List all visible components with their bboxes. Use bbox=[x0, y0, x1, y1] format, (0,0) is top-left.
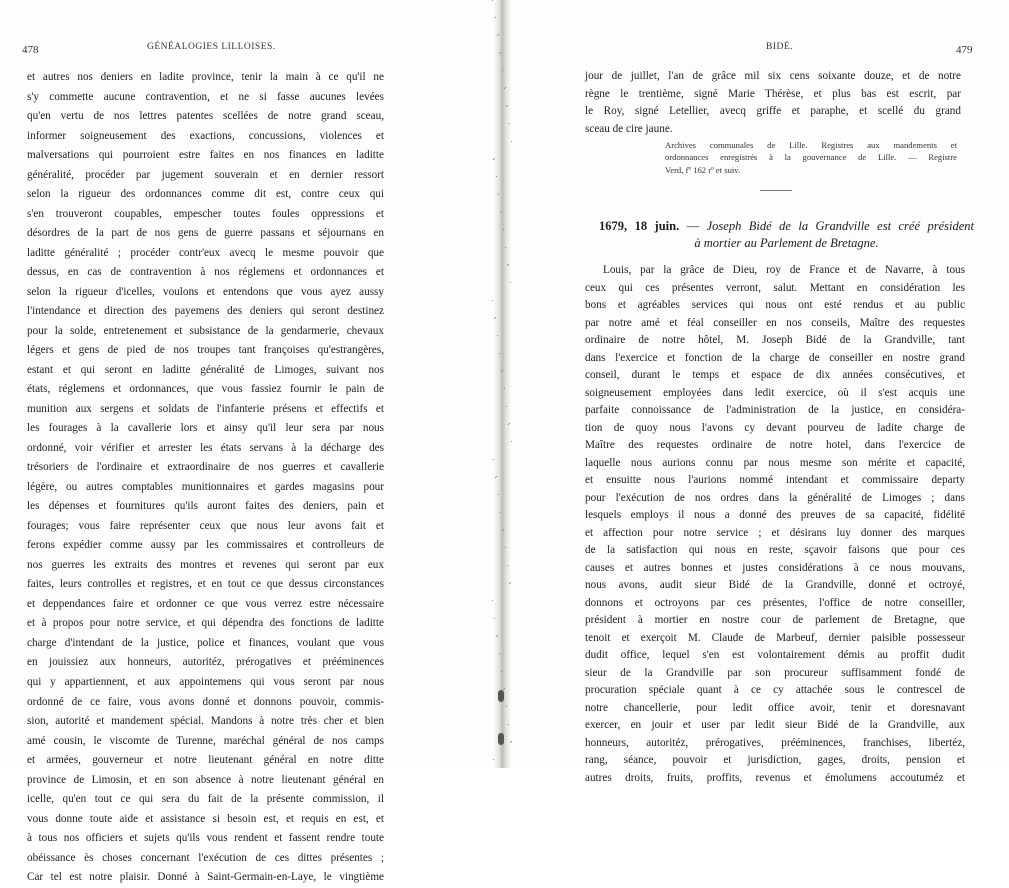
text-line: sion, autorité et mandement spécial. Mandons à notre très cher et bien bbox=[27, 715, 384, 728]
text-line: désordres de la part de nos gens de guerre passans et séjournans en bbox=[27, 227, 384, 240]
left-page bbox=[0, 0, 495, 884]
scan-speck bbox=[498, 34, 499, 35]
text-line: qui y appartiennent, et aux appointemens qui vous seront par nous bbox=[27, 675, 384, 688]
text-line: selon la rigueur des ordonnances comme dit est, contre ceux qui bbox=[27, 188, 384, 201]
scan-speck bbox=[497, 635, 498, 636]
scan-speck bbox=[500, 52, 501, 53]
scan-speck bbox=[498, 194, 499, 195]
text-line: Archives communales de Lille. Registres aux mandements et bbox=[665, 140, 957, 150]
gutter-mark bbox=[498, 733, 504, 745]
scan-speck bbox=[505, 247, 506, 248]
scan-speck bbox=[509, 123, 510, 124]
text-line: et à propos pour notre service, et qui dépendra des fonctions de laditte bbox=[27, 617, 384, 630]
text-line: procuration spéciale quant à ce cy attachée sous le contrescel de bbox=[585, 684, 965, 696]
left-page-number: 478 bbox=[22, 44, 39, 56]
text-line: Maître des requestes ordinaire de notre hotel, dans l'exercice de bbox=[585, 439, 965, 451]
text-line: tenoit et exerçoit M. Claude de Marbeuf, dernier paisible possesseur bbox=[585, 631, 965, 644]
text-line: informer soigneusement des exactions, concussions, violences et bbox=[27, 129, 384, 142]
gutter-mark bbox=[498, 690, 504, 702]
scan-speck bbox=[497, 35, 498, 36]
text-line: à tous nos officiers et sujets qu'ils vous rendent et fassent rendre toute bbox=[27, 832, 384, 845]
text-line: dans l'exercice et fonction de la charge de conseiller en nostre grand bbox=[585, 351, 965, 364]
scan-speck bbox=[499, 53, 500, 54]
scan-speck bbox=[501, 211, 502, 212]
scan-speck bbox=[496, 476, 497, 477]
text-line: Car tel est notre plaisir. Donné à Saint-Germain-en-Laye, le vingtième bbox=[27, 871, 384, 884]
scan-speck bbox=[502, 530, 503, 531]
text-line: président à mortier en nostre cour de parlement de Bretagne, que bbox=[585, 614, 965, 626]
scan-speck bbox=[506, 106, 507, 107]
text-line: légers et gens de pied de nos troupes tant françoises qu'estrangères, bbox=[27, 344, 384, 357]
scan-speck bbox=[494, 618, 495, 619]
scan-speck bbox=[508, 724, 509, 725]
text-line: les dépenses et fournitures qu'ils auront faites des deniers, pain et bbox=[27, 500, 384, 513]
text-line: pour la solde, entretenement et subsistance de la gendarmerie, chevaux bbox=[27, 324, 384, 337]
scan-speck bbox=[508, 424, 509, 425]
text-line: s'y commette aucune contravention, et ne si fasse aucunes levées bbox=[27, 90, 384, 103]
text-line: dudit office, lequel s'en est volontairement démis au proffit dudit bbox=[585, 649, 965, 661]
text-line: fourages; vous faire représenter ceux que nous leur avons fait et bbox=[27, 519, 384, 532]
scan-speck bbox=[501, 671, 502, 672]
text-line: par notre amé et féal conseiller en nos conseils, Maître des requestes bbox=[585, 316, 965, 329]
scan-speck bbox=[494, 158, 495, 159]
text-line: laquelle nous aurions connu par nous mesme son mérite et capacité, bbox=[585, 456, 965, 469]
scan-speck bbox=[494, 318, 495, 319]
text-line: parfaite connoissance de l'administration de la justice, en considéra- bbox=[585, 404, 965, 416]
text-line: Louis, par la grâce de Dieu, roy de France et de Navarre, à tous bbox=[603, 264, 965, 276]
scan-speck bbox=[502, 70, 503, 71]
scan-speck bbox=[509, 423, 510, 424]
text-line: pour l'exécution de nos ordres dans la généralité de Limoges ; dans bbox=[585, 491, 965, 504]
text-line: ferons expédier comme aussy par les commissaires et controlleurs de bbox=[27, 539, 384, 552]
text-line: s'en trouveront coupables, empescher toutes foules oppressions et bbox=[27, 207, 384, 220]
scan-speck bbox=[495, 317, 496, 318]
text-line: ordonné de ce faire, vous avons donné et donnons pouvoir, commis- bbox=[27, 695, 384, 708]
scan-speck bbox=[506, 406, 507, 407]
scan-speck bbox=[499, 353, 500, 354]
text-line: notre chancellerie, pour ledit office avoir, tenir et doresnavant bbox=[585, 701, 965, 714]
scan-speck bbox=[503, 529, 504, 530]
entry-heading-line-1 bbox=[599, 218, 974, 235]
scan-speck bbox=[504, 388, 505, 389]
text-line: donnons et octroyons par ces présentes, l'office de notre conseiller, bbox=[585, 596, 965, 609]
text-line: ordonné, voir vérifier et arrester les états servans à la décharge des bbox=[27, 441, 384, 454]
scan-speck bbox=[493, 759, 494, 760]
text-line: soigneusement employées dans ledit exercice, où il s'est acquis une bbox=[585, 386, 965, 399]
scan-speck bbox=[510, 282, 511, 283]
text-line: et affection pour notre service ; et désirans luy donner des marques bbox=[585, 526, 965, 539]
scan-speck bbox=[493, 159, 494, 160]
text-line: et deppendances faire et ordonner ce que vous verrez estre nécessaire bbox=[27, 597, 384, 610]
scan-speck bbox=[507, 565, 508, 566]
text-line: qu'en vertu de nos lettres patentes scellées de notre grand sceau, bbox=[27, 110, 384, 123]
text-line: estant et qui seront en laditte généralité de Limoges, suivant nos bbox=[27, 363, 384, 376]
text-line: honneurs, autoritéz, prérogatives, prééminences, franchises, libertéz, bbox=[585, 736, 965, 749]
text-line: nous avons, audit sieur Bidé de la Grandville, donné et octroyé, bbox=[585, 579, 965, 591]
scan-speck bbox=[505, 547, 506, 548]
scan-speck bbox=[498, 494, 499, 495]
section-separator bbox=[760, 190, 792, 191]
left-running-head: GÉNÉALOGIES LILLOISES. bbox=[147, 42, 276, 52]
text-line: exercer, en jouir et user par ledit sieur Bidé de la Grandville, aux bbox=[585, 719, 965, 731]
right-running-head: BIDÉ. bbox=[766, 42, 794, 52]
text-line: ordinaire de notre hôtel, M. Joseph Bidé de la Grandville, tant bbox=[585, 334, 965, 346]
scan-speck bbox=[505, 87, 506, 88]
scan-speck bbox=[501, 371, 502, 372]
text-line: icelle, qu'en tout ce qui sera du fait de la présente commission, il bbox=[27, 793, 384, 806]
scan-speck bbox=[511, 141, 512, 142]
text-line: règne le trentième, signé Marie Thérèse, et plus bas est escrit, par bbox=[585, 87, 961, 100]
entry-title-part-1: Joseph Bidé de la Grandville est créé président bbox=[706, 219, 974, 233]
scan-speck bbox=[499, 653, 500, 654]
scan-speck bbox=[504, 688, 505, 689]
right-top-text bbox=[585, 68, 961, 138]
text-line: légère, ou autres comptables munitionnaires et gardes magasins pour bbox=[27, 480, 384, 493]
text-line: trésoriers de l'ordinaire et extraordinaire de nos guerres et cavallerie bbox=[27, 461, 384, 474]
text-line: ordonnances enregistrés à la gouvernance de Lille. — Registre bbox=[665, 152, 957, 163]
text-line: et ensuitte nous l'aurions nommé intendant et commissaire departy bbox=[585, 474, 965, 486]
text-line: et autres nos deniers en ladite province, tenir la main à ce qu'il ne bbox=[27, 71, 384, 83]
scan-speck bbox=[500, 212, 501, 213]
text-line: obéissance ès choses concernant l'exécution de ces dittes présentes ; bbox=[27, 851, 384, 864]
text-line: généralité, procéder par jugement souverain et en dernier ressort bbox=[27, 168, 384, 181]
scan-speck bbox=[508, 264, 509, 265]
scan-speck bbox=[510, 582, 511, 583]
scan-speck bbox=[500, 512, 501, 513]
scan-speck bbox=[493, 459, 494, 460]
scan-speck bbox=[497, 335, 498, 336]
text-line: sieur de la Grandville par son procureur suffisamment fondé de bbox=[585, 666, 965, 679]
text-line: amé cousin, le viscomte de Turenne, maréchal général de nos camps bbox=[27, 734, 384, 747]
text-line: de la satisfaction qui nous en reste, sçavoir faisons que pour ces bbox=[585, 544, 965, 556]
scan-speck bbox=[510, 742, 511, 743]
right-page bbox=[510, 0, 1009, 784]
scan-speck bbox=[496, 636, 497, 637]
text-line: rang, séance, pouvoir et jurisdiction, gages, droits, pension et bbox=[585, 754, 965, 766]
scan-speck bbox=[511, 741, 512, 742]
text-line: tion de quoy nous l'avons cy devant pourveu de ladite charge de bbox=[585, 421, 965, 434]
text-line: autres droits, fruits, proffits, revenus et émolumens accoutuméz et bbox=[585, 771, 965, 784]
right-page-number: 479 bbox=[956, 44, 973, 56]
scan-speck bbox=[507, 105, 508, 106]
text-line: nos guerres les extraits des montres et revenes qui seront par eux bbox=[27, 558, 384, 571]
text-line: bons et agréables services qui nous ont esté rendus et au public bbox=[585, 299, 965, 311]
left-body-text bbox=[27, 68, 384, 888]
scan-speck bbox=[495, 477, 496, 478]
scan-speck bbox=[507, 265, 508, 266]
text-line: en jouissiez aux honneurs, autoritéz, prérogatives et prééminences bbox=[27, 656, 384, 669]
right-body-text bbox=[585, 262, 965, 787]
text-line: selon la rigueur d'icelles, voulons et entendons que vous ayez aussy bbox=[27, 285, 384, 298]
text-line: jour de juillet, l'an de grâce mil six cens soixante douze, et de notre bbox=[585, 70, 961, 82]
text-line: l'intendance et direction des payemens des deniers qui seront destinez bbox=[27, 305, 384, 318]
text-line: vous donne toute aide et assistance si besoin est, et requis en est, et bbox=[27, 812, 384, 825]
text-line: et armées, gouverneur et notre lieutenant général en notre ditte bbox=[27, 754, 384, 767]
scan-speck bbox=[509, 583, 510, 584]
scan-speck bbox=[495, 17, 496, 18]
text-line: ceux qui ces présentes verront, salut. Mettant en considération les bbox=[585, 281, 965, 294]
text-line: lesquels employs il nous a donné des preuves de sa capacité, fidélité bbox=[585, 509, 965, 521]
entry-dash: — bbox=[679, 219, 707, 233]
text-line: les fourages à la cavallerie lors et ainsy qu'il leur sera par nous bbox=[27, 422, 384, 435]
text-line: conseil, durant le temps et espace de dix années consécutives, et bbox=[585, 369, 965, 381]
text-line: sceau de cire jaune. bbox=[585, 122, 673, 135]
entry-heading bbox=[599, 218, 974, 252]
entry-title-part-2: à mortier au Parlement de Bretagne. bbox=[694, 236, 879, 250]
scan-speck bbox=[511, 441, 512, 442]
text-line: le Roy, signé Letellier, avecq griffe et paraphe, et scellé du grand bbox=[585, 105, 961, 117]
text-line: munition aux sergens et soldats de l'infanterie présens et effectifs et bbox=[27, 402, 384, 415]
scan-speck bbox=[492, 600, 493, 601]
scan-speck bbox=[492, 0, 493, 1]
text-line: états, réglemens et ordonnances, que vous fassiez fournir le pain de bbox=[27, 383, 384, 396]
scan-speck bbox=[502, 370, 503, 371]
text-line: dessus, en cas de contravention à nos réglemens et ordonnances et bbox=[27, 266, 384, 279]
scan-speck bbox=[503, 689, 504, 690]
text-line: malversations qui pourroient estre faites en nos finances en laditte bbox=[27, 149, 384, 162]
text-line: Verd, fº 162 rº et suiv. bbox=[665, 164, 741, 175]
archives-citation bbox=[665, 139, 957, 176]
scan-speck bbox=[503, 229, 504, 230]
text-line: province de Limosin, et en son absence à notre lieutenant général en bbox=[27, 773, 384, 786]
scan-speck bbox=[496, 176, 497, 177]
text-line: laditte généralité ; procéder contr'eux avecq le mesme pouvoir que bbox=[27, 246, 384, 259]
scan-speck bbox=[492, 300, 493, 301]
text-line: charge d'intendant de la justice, police et finances, voulant que vous bbox=[27, 636, 384, 649]
scan-speck bbox=[504, 88, 505, 89]
text-line: causes et autres bonnes et justes considérations à ce nous mouvans, bbox=[585, 561, 965, 574]
text-line: faites, leurs controlles et registres, et en tout ce que dessus circonstances bbox=[27, 578, 384, 591]
scan-speck bbox=[506, 706, 507, 707]
entry-date: 1679, 18 juin. bbox=[599, 219, 680, 233]
